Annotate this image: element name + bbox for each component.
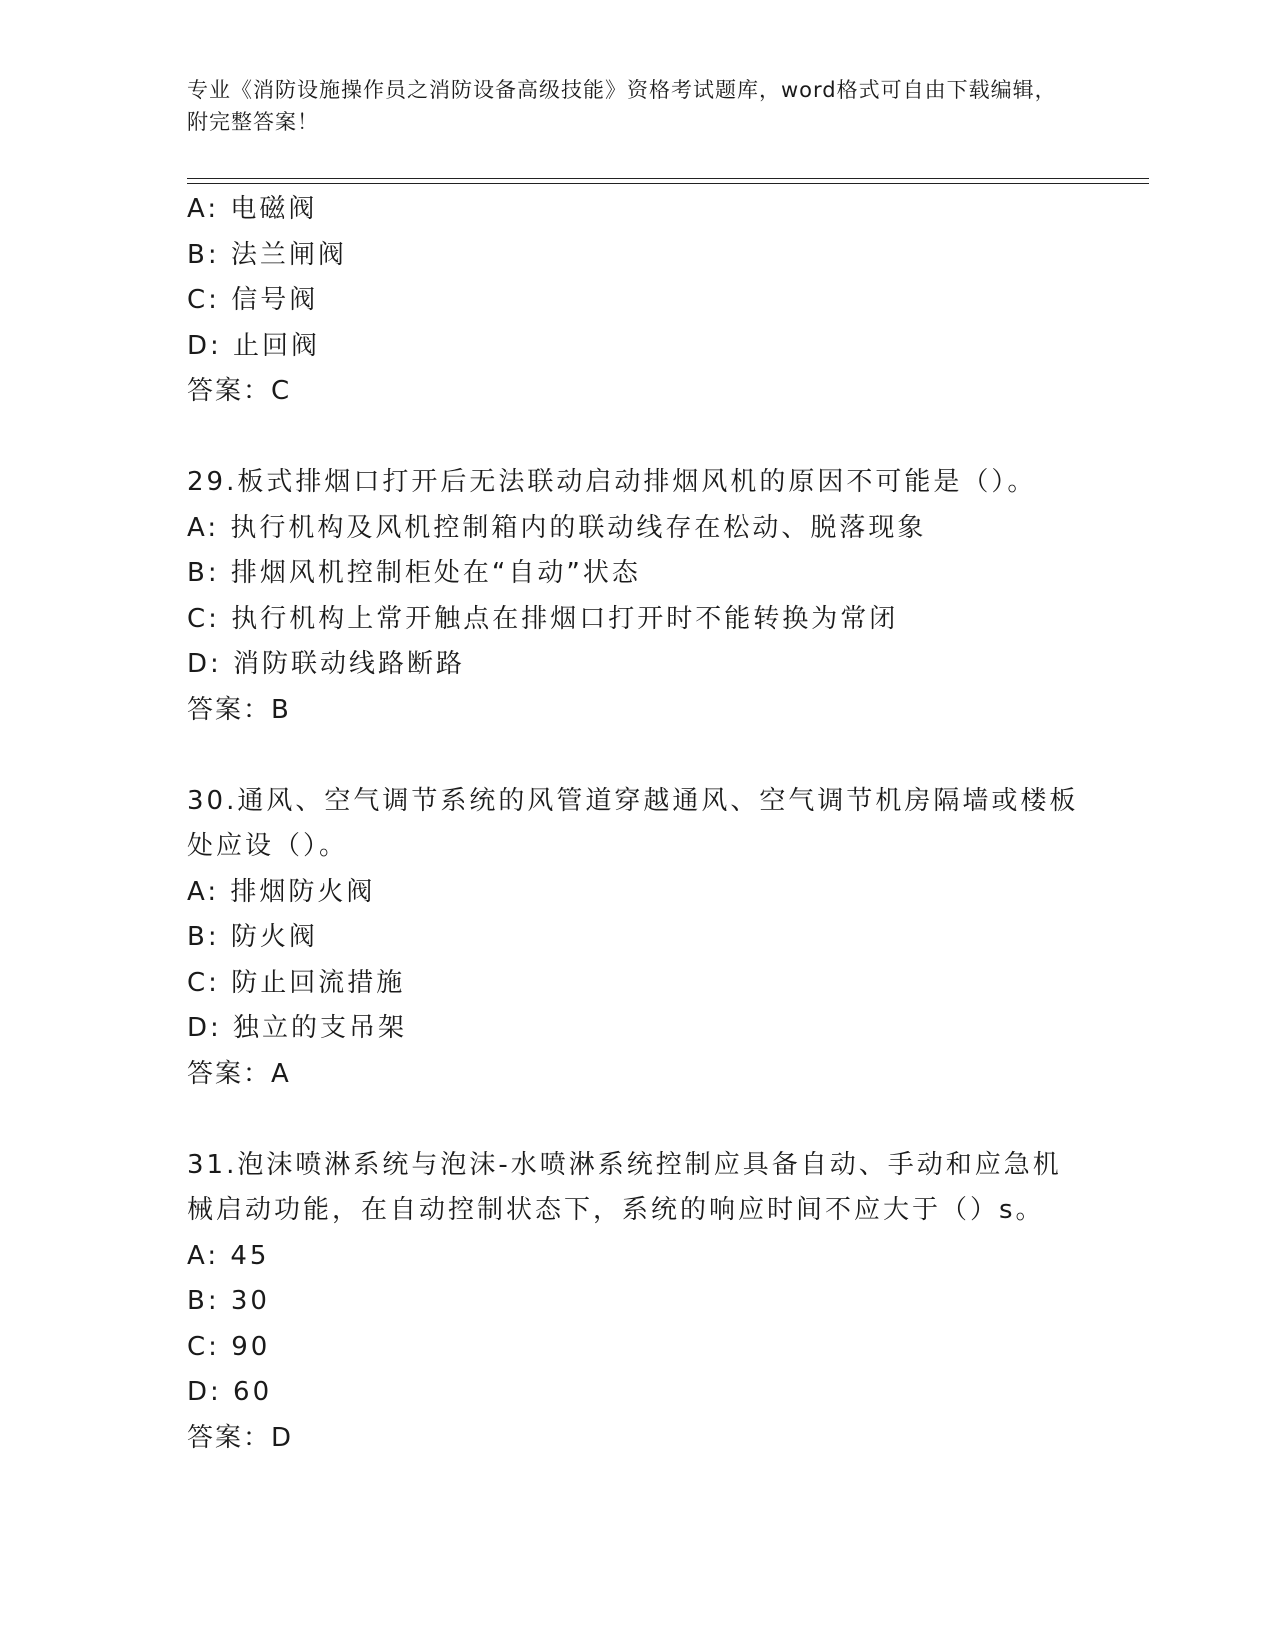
option-d: D: 独立的支吊架 (187, 1013, 408, 1043)
option-a: A: 执行机构及风机控制箱内的联动线存在松动、脱落现象 (187, 512, 927, 543)
header-rule-bottom (187, 183, 1149, 184)
answer: 答案：D (187, 1422, 294, 1453)
question-list (187, 187, 1087, 1461)
question-31 (187, 1143, 1087, 1462)
question-30 (187, 779, 1087, 1098)
option-c: C: 执行机构上常开触点在排烟口打开时不能转换为常闭 (187, 603, 899, 634)
option-b: B: 排烟风机控制柜处在“自动”状态 (187, 558, 641, 588)
option-b: B: 30 (187, 1286, 270, 1316)
question-29 (187, 460, 1087, 733)
answer: 答案：B (187, 694, 291, 725)
option-a: A: 45 (187, 1240, 270, 1271)
answer: 答案：C (187, 376, 292, 406)
option-d: D: 止回阀 (187, 330, 321, 361)
document-header: 专业《消防设施操作员之消防设备高级技能》资格考试题库，word格式可自由下载编辑，附完整答案！ (187, 78, 1057, 134)
option-d: D: 60 (187, 1377, 273, 1407)
answer: 答案：A (187, 1058, 291, 1089)
question-28 (187, 187, 1087, 415)
question-stem: 29.板式排烟口打开后无法联动启动排烟风机的原因不可能是（）。 (187, 467, 1037, 497)
option-b: B: 法兰闸阀 (187, 239, 347, 270)
header-rule-top (187, 178, 1149, 179)
option-a: A: 电磁阀 (187, 194, 318, 224)
option-a: A: 排烟防火阀 (187, 876, 376, 907)
option-c: C: 90 (187, 1331, 271, 1362)
option-c: C: 信号阀 (187, 285, 319, 315)
option-d: D: 消防联动线路断路 (187, 649, 466, 679)
question-stem: 30.通风、空气调节系统的风管道穿越通风、空气调节机房隔墙或楼板处应设（）。 (187, 785, 1079, 861)
question-stem: 31.泡沫喷淋系统与泡沫-水喷淋系统控制应具备自动、手动和应急机械启动功能，在自动控制状态下，系统的响应时间不应大于（）s。 (187, 1149, 1062, 1225)
option-b: B: 防火阀 (187, 922, 318, 952)
option-c: C: 防止回流措施 (187, 967, 406, 998)
